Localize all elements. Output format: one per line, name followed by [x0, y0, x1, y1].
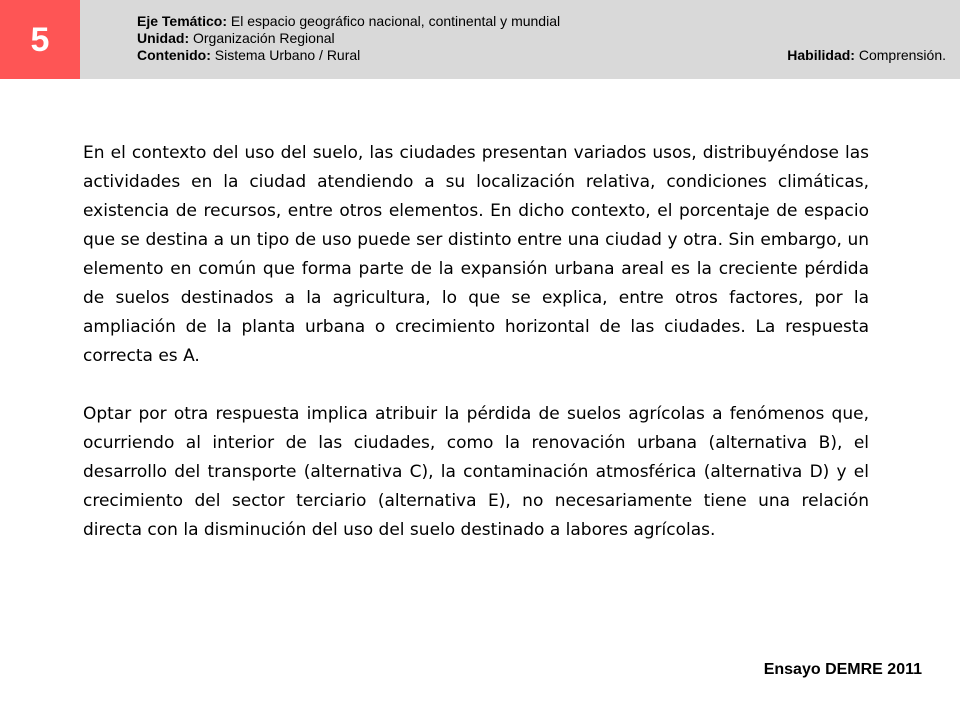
unidad-label: Unidad:: [137, 30, 190, 46]
unidad-value: Organización Regional: [193, 30, 335, 46]
header-metadata: [137, 13, 560, 64]
question-number: 5: [30, 20, 50, 59]
unidad-row: [137, 30, 560, 47]
contenido-label: Contenido:: [137, 47, 211, 63]
eje-row: [137, 13, 560, 30]
habilidad-label: Habilidad:: [787, 47, 855, 63]
eje-value: El espacio geográfico nacional, continental y mundial: [230, 13, 561, 29]
explanation-text: [83, 139, 869, 545]
contenido-value: Sistema Urbano / Rural: [214, 47, 361, 63]
source-label: Ensayo DEMRE 2011: [763, 661, 922, 678]
paragraph-1: En el contexto del uso del suelo, las ciudades presentan variados usos, distribuyéndose las actividades en la ciudad atendiendo a su localización relativa, condiciones climáticas, existencia de recursos, entre otros elementos. En dicho contexto, el porcentaje de espacio que se destina a un tipo de uso puede ser distinto entre una ciudad y otra. Sin embargo, un elemento en común que forma parte de la expansión urbana areal es la creciente pérdida de suelos destinados a la agricultura, lo que se explica, entre otros factores, por la ampliación de la planta urbana o crecimiento horizontal de las ciudades. La respuesta correcta es A.: [83, 143, 869, 366]
habilidad-value: Comprensión.: [858, 47, 946, 63]
question-number-box: [0, 0, 80, 79]
paragraph-2: Optar por otra respuesta implica atribuir la pérdida de suelos agrícolas a fenómenos que, ocurriendo al interior de las ciudades, como la renovación urbana (alternativa B), el desarrollo del transporte (alternativa C), la contaminación atmosférica (alternativa D) y el crecimiento del sector terciario (alternativa E), no necesariamente tiene una relación directa con la disminución del uso del suelo destinado a labores agrícolas.: [83, 404, 869, 540]
contenido-row: [137, 47, 560, 64]
eje-label: Eje Temático:: [137, 13, 227, 29]
header-band: [0, 0, 960, 79]
habilidad-row: [787, 47, 946, 64]
